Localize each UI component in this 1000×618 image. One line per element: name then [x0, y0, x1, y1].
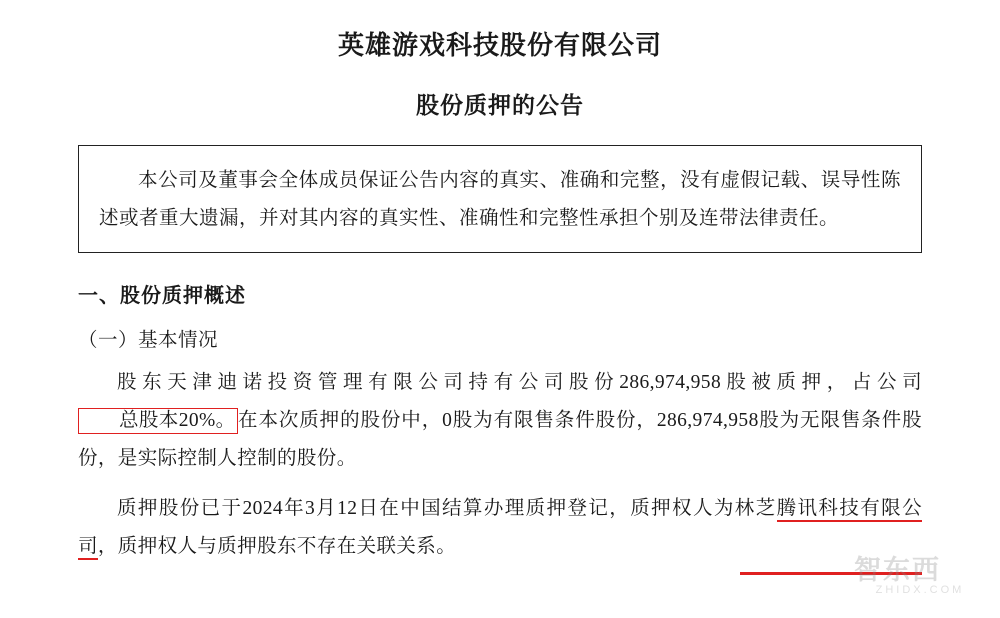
paragraph-2-part-2: ，质押权人与质押股东不存在关联关系。 — [97, 535, 457, 557]
watermark-brand: 智东西 — [854, 555, 941, 585]
page-title: 英雄游戏科技股份有限公司 — [337, 31, 662, 60]
paragraph-1-part-2: 在本次质押的股份中，0股为有限售条件股份，286,974,958股为无限售条件股份，是实际控制人控制的股份。 — [78, 409, 922, 469]
paragraph-pledge-registration — [78, 490, 922, 566]
paragraph-2-part-1: 质押股份已于2024年3月12日在中国结算办理质押登记，质押权人为林芝 — [117, 497, 777, 519]
highlight-total-capital-percent: 总股本20%。 — [78, 408, 238, 434]
section-heading-one: 一、股份质押概述 — [78, 284, 246, 307]
red-underline-mark — [740, 572, 922, 575]
announcement-title: 股份质押的公告 — [416, 93, 584, 119]
notice-box — [78, 145, 922, 253]
notice-statement: 本公司及董事会全体成员保证公告内容的真实、准确和完整，没有虚假记载、误导性陈述或者重大遗漏，并对其内容的真实性、准确性和完整性承担个别及连带法律责任。 — [99, 169, 901, 229]
watermark-subtext: ZHIDX.COM — [875, 584, 965, 597]
paragraph-pledge-overview — [78, 364, 922, 478]
subsection-heading-one: （一）基本情况 — [78, 329, 219, 351]
underline-pledgee-name: 腾讯科技有限公司 — [78, 498, 922, 560]
paragraph-1-part-1: 股东天津迪诺投资管理有限公司持有公司股份286,974,958股被质押，占公司 — [117, 371, 922, 393]
